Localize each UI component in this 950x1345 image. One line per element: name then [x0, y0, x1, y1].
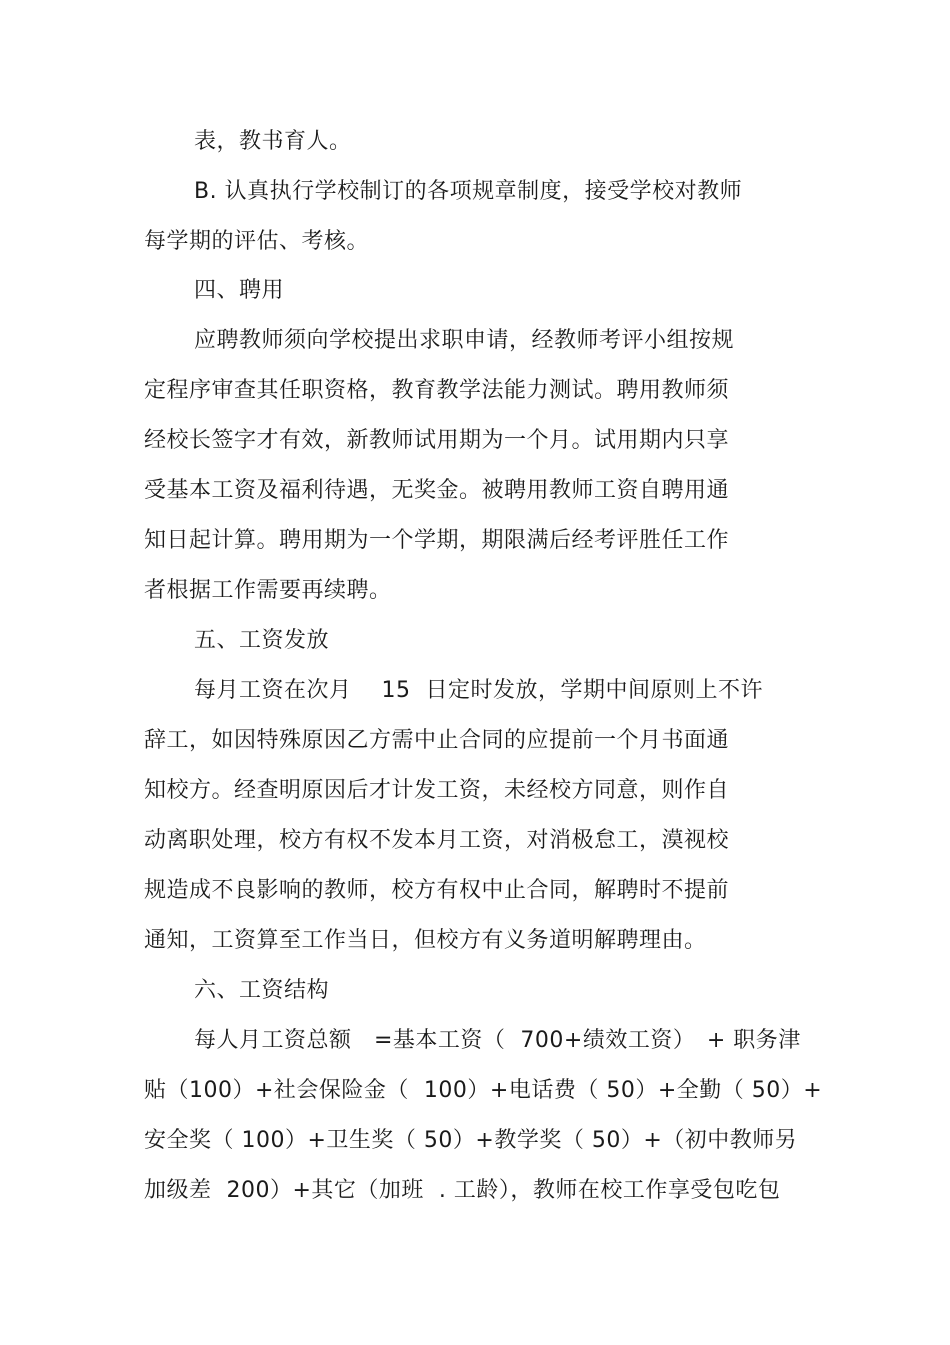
text-line-14: 知校方。经查明原因后才计发工资，未经校方同意，则作自 [144, 778, 730, 803]
text-line-20: 贴（100）+社会保险金（ 100）+电话费（ 50）+全勤（ 50）+ [144, 1078, 823, 1103]
text-line-17: 通知，工资算至工作当日，但校方有义务道明解聘理由。 [144, 928, 707, 953]
text-line-7: 经校长签字才有效，新教师试用期为一个月。试用期内只享 [144, 428, 730, 453]
text-line-19: 每人月工资总额 =基本工资（ 700+绩效工资） + 职务津 [194, 1028, 801, 1053]
section-heading-salary-structure: 六、工资结构 [194, 978, 330, 1003]
section-heading-payment: 五、工资发放 [194, 628, 330, 653]
section-heading-hiring: 四、聘用 [194, 278, 285, 303]
text-line-15: 动离职处理，校方有权不发本月工资，对消极怠工，漠视校 [144, 828, 730, 853]
text-line-21: 安全奖（ 100）+卫生奖（ 50）+教学奖（ 50）+（初中教师另 [144, 1128, 798, 1153]
text-line-3: 每学期的评估、考核。 [144, 229, 370, 254]
text-line-12: 每月工资在次月 15 日定时发放，学期中间原则上不许 [194, 678, 763, 703]
text-line-6: 定程序审查其任职资格，教育教学法能力测试。聘用教师须 [144, 378, 730, 403]
text-line-13: 辞工，如因特殊原因乙方需中止合同的应提前一个月书面通 [144, 728, 730, 753]
text-line-16: 规造成不良影响的教师，校方有权中止合同，解聘时不提前 [144, 878, 730, 903]
text-line-2: B. 认真执行学校制订的各项规章制度，接受学校对教师 [194, 179, 743, 204]
text-line-9: 知日起计算。聘用期为一个学期，期限满后经考评胜任工作 [144, 528, 730, 553]
text-line-5: 应聘教师须向学校提出求职申请，经教师考评小组按规 [194, 328, 735, 353]
text-line-10: 者根据工作需要再续聘。 [144, 578, 392, 603]
text-line-8: 受基本工资及福利待遇，无奖金。被聘用教师工资自聘用通 [144, 478, 730, 503]
text-line-1: 表，教书育人。 [194, 129, 352, 154]
text-line-22: 加级差 200）+其它（加班 . 工龄），教师在校工作享受包吃包 [144, 1178, 781, 1203]
